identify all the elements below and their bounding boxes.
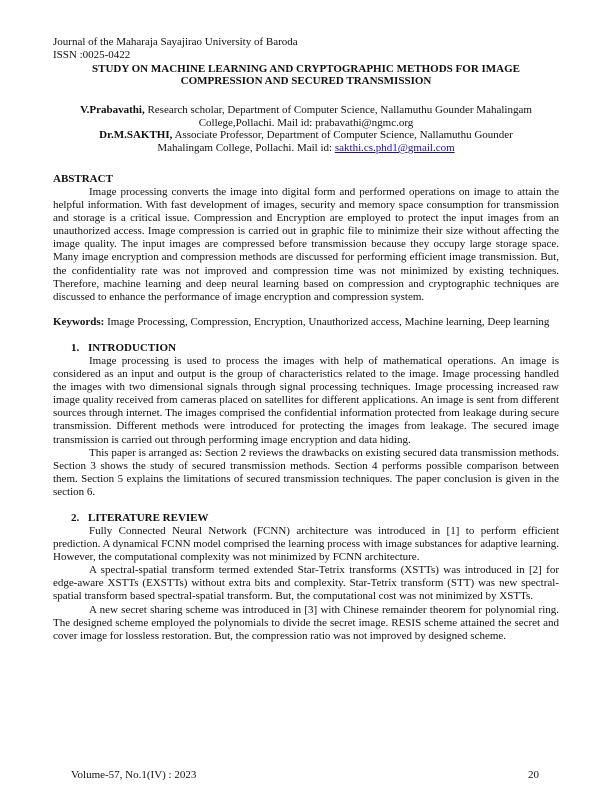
author-block [53,104,559,155]
page-number: 20 [528,769,539,781]
section-introduction [53,342,559,499]
keywords-text: Image Processing, Compression, Encryption, Unauthorized access, Machine learning, Deep learning [104,315,550,328]
issn: ISSN :0025-0422 [53,48,131,61]
section-title: INTRODUCTION [88,341,177,354]
author-2-affiliation: Associate Professor, Department of Computer Science, Nallamuthu Gounder [172,129,513,142]
paragraph: Fully Connected Neural Network (FCNN) architecture was introduced in [1] to perform efficient prediction. A dynamical FCNN model comprised the learning process with image substances for adaptive learning. However, the computational complexity was not minimized by FCNN architecture. [53,524,559,564]
author-1 [53,104,559,129]
section-heading [53,342,559,355]
section-number: 2. [71,511,80,524]
abstract-section [53,173,559,304]
keywords [53,316,559,329]
paragraph: A new secret sharing scheme was introduced in [3] with Chinese remainder theorem for polynomial ring. The designed scheme employed the polynomials to divide the secret image. RESIS scheme attained the secret and cover image for lossless restoration. But, the compression ratio was not improved by designed scheme. [53,603,559,642]
paragraph: A spectral-spatial transform termed extended Star-Tetrix transforms (XSTTs) was introduced in [2] for edge-aware XSTTs (EXSTTs) without extra bits and complexity. Star-Tetrix transform (STT) was new spectral-spatial transform based spectral-spatial transform. But, the computational cost was not minimized by XSTTs. [53,564,559,603]
abstract-heading: ABSTRACT [53,173,113,185]
title-line-1: STUDY ON MACHINE LEARNING AND CRYPTOGRAPHIC METHODS FOR IMAGE [91,63,521,75]
author-2 [53,129,559,154]
section-title: LITERATURE REVIEW [88,511,209,524]
author-2-name: Dr.M.SAKTHI, [99,129,173,142]
paper-title [53,63,559,88]
section-number: 1. [71,341,80,354]
title-line-2: COMPRESSION AND SECURED TRANSMISSION [180,75,432,88]
volume-info: Volume-57, No.1(IV) : 2023 [71,769,197,781]
author-1-affiliation: Research scholar, Department of Computer Science, Nallamuthu Gounder Mahalingam [144,104,532,116]
running-footer [71,769,552,781]
paragraph: Image processing is used to process the images with help of mathematical operations. An image is considered as an input and output is the group of characteristics related to the image. Image processing handled the images with two dimensional signals through signal processing techniques. Image processing increased raw image quality received from cameras placed on satellites for different applications. An image is sent from different sources through internet. The images comprised the confidential information protected from leakage during secure transmission. Different methods were introduced for protecting the images from leakage. The secured image transmission is carried out through performing image encryption and data hiding. [53,354,559,446]
body-column [53,173,559,643]
keywords-label: Keywords: [53,315,105,328]
author-1-name: V.Prabavathi, [80,104,145,116]
author-1-affiliation-cont: College,Pollachi. Mail id: prabavathi@ngmc.org [198,116,414,129]
author-2-email-link[interactable]: sakthi.cs.phd1@gmail.com [334,142,455,155]
paragraph: This paper is arranged as: Section 2 reviews the drawbacks on existing secured data transmission methods. Section 3 shows the study of secured transmission methods. Section 4 performs possible comparison between them. Section 5 explains the limitations of secured transmission techniques. The paper conclusion is given in the section 6. [53,446,559,498]
author-2-affiliation-cont: Mahalingam College, Pollachi. Mail id: [157,142,335,155]
journal-name: Journal of the Maharaja Sayajirao University of Baroda [53,36,298,48]
running-header [53,36,563,61]
section-literature-review [53,512,559,643]
abstract-text: Image processing converts the image into digital form and performed operations on image to attain the helpful information. With fast development of images, security and memory space consumption for transmission and storage is a critical issue. Compression and Encryption are employed to protect the input images from an unauthorized access. Image compression is carried out in graphic file to minimize their size without affecting the image quality. The input images are compressed before transmission because they occupy large storage space. Many image encryption and compression methods are discussed for performing efficient image transmission. But, the confidentiality rate was not improved and compression time was not minimized by existing techniques. Therefore, machine learning and deep neural learning based on compression and cryptographic techniques are discussed to enhance the performance of image encryption and compression system. [53,186,559,303]
section-heading [53,512,559,525]
